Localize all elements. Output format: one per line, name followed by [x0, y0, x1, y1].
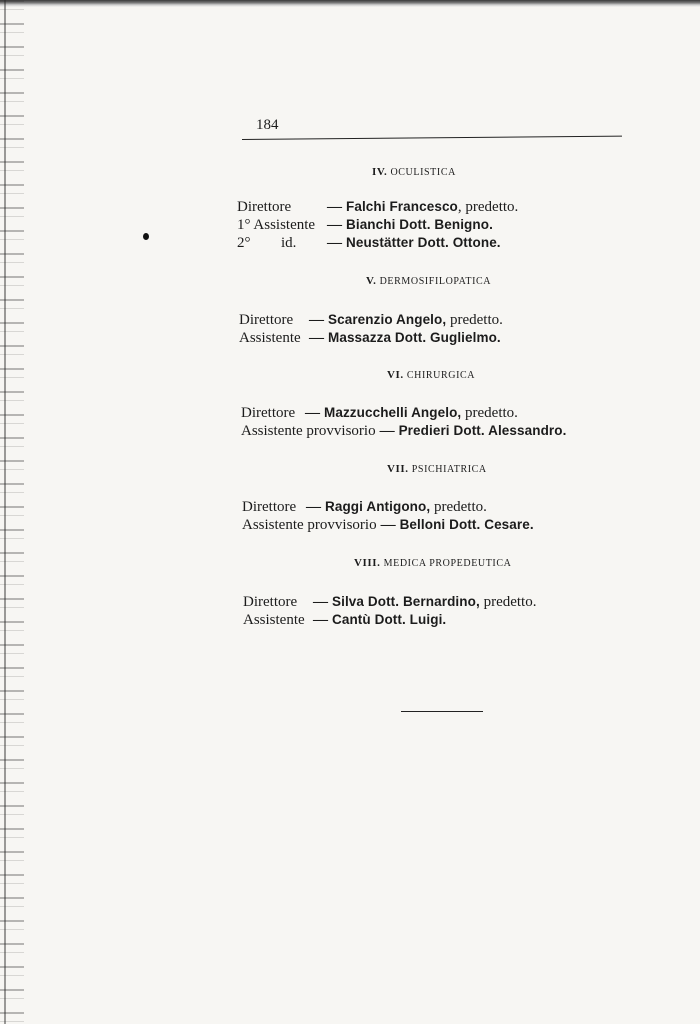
- entry-row: 2° id. — Neustätter Dott. Ottone.: [237, 235, 501, 251]
- page-number: 184: [256, 117, 279, 133]
- entry-row: Direttore — Mazzucchelli Angelo, predetto.: [241, 405, 518, 421]
- entry-row: Assistente provvisorio — Predieri Dott. Alessandro.: [241, 423, 567, 439]
- entry-row: Direttore — Raggi Antigono, predetto.: [242, 499, 487, 515]
- section-title-chirurgica: VI. CHIRURGICA: [387, 369, 476, 381]
- entry-row: Direttore — Scarenzio Angelo, predetto.: [239, 312, 503, 328]
- ink-dot: [143, 233, 149, 240]
- scan-top-edge: [0, 0, 700, 7]
- section-title-dermosifilopatica: V. DERMOSIFILOPATICA: [366, 275, 492, 287]
- section-title-psichiatrica: VII. PSICHIATRICA: [387, 463, 487, 475]
- entry-row: Assistente provvisorio — Belloni Dott. Cesare.: [242, 517, 534, 533]
- closing-rule: [401, 711, 483, 712]
- section-title-medica-propedeutica: VIII. MEDICA PROPEDEUTICA: [354, 557, 512, 569]
- scan-left-line: [4, 0, 6, 1024]
- section-title-oculistica: IV. OCULISTICA: [372, 166, 456, 178]
- entry-row: Direttore — Silva Dott. Bernardino, predetto.: [243, 594, 537, 610]
- entry-row: Assistente — Massazza Dott. Guglielmo.: [239, 330, 501, 346]
- entry-row: Assistente — Cantù Dott. Luigi.: [243, 612, 447, 628]
- entry-row: 1° Assistente — Bianchi Dott. Benigno.: [237, 217, 493, 233]
- header-rule: [242, 136, 622, 140]
- entry-row: Direttore — Falchi Francesco, predetto.: [237, 199, 519, 215]
